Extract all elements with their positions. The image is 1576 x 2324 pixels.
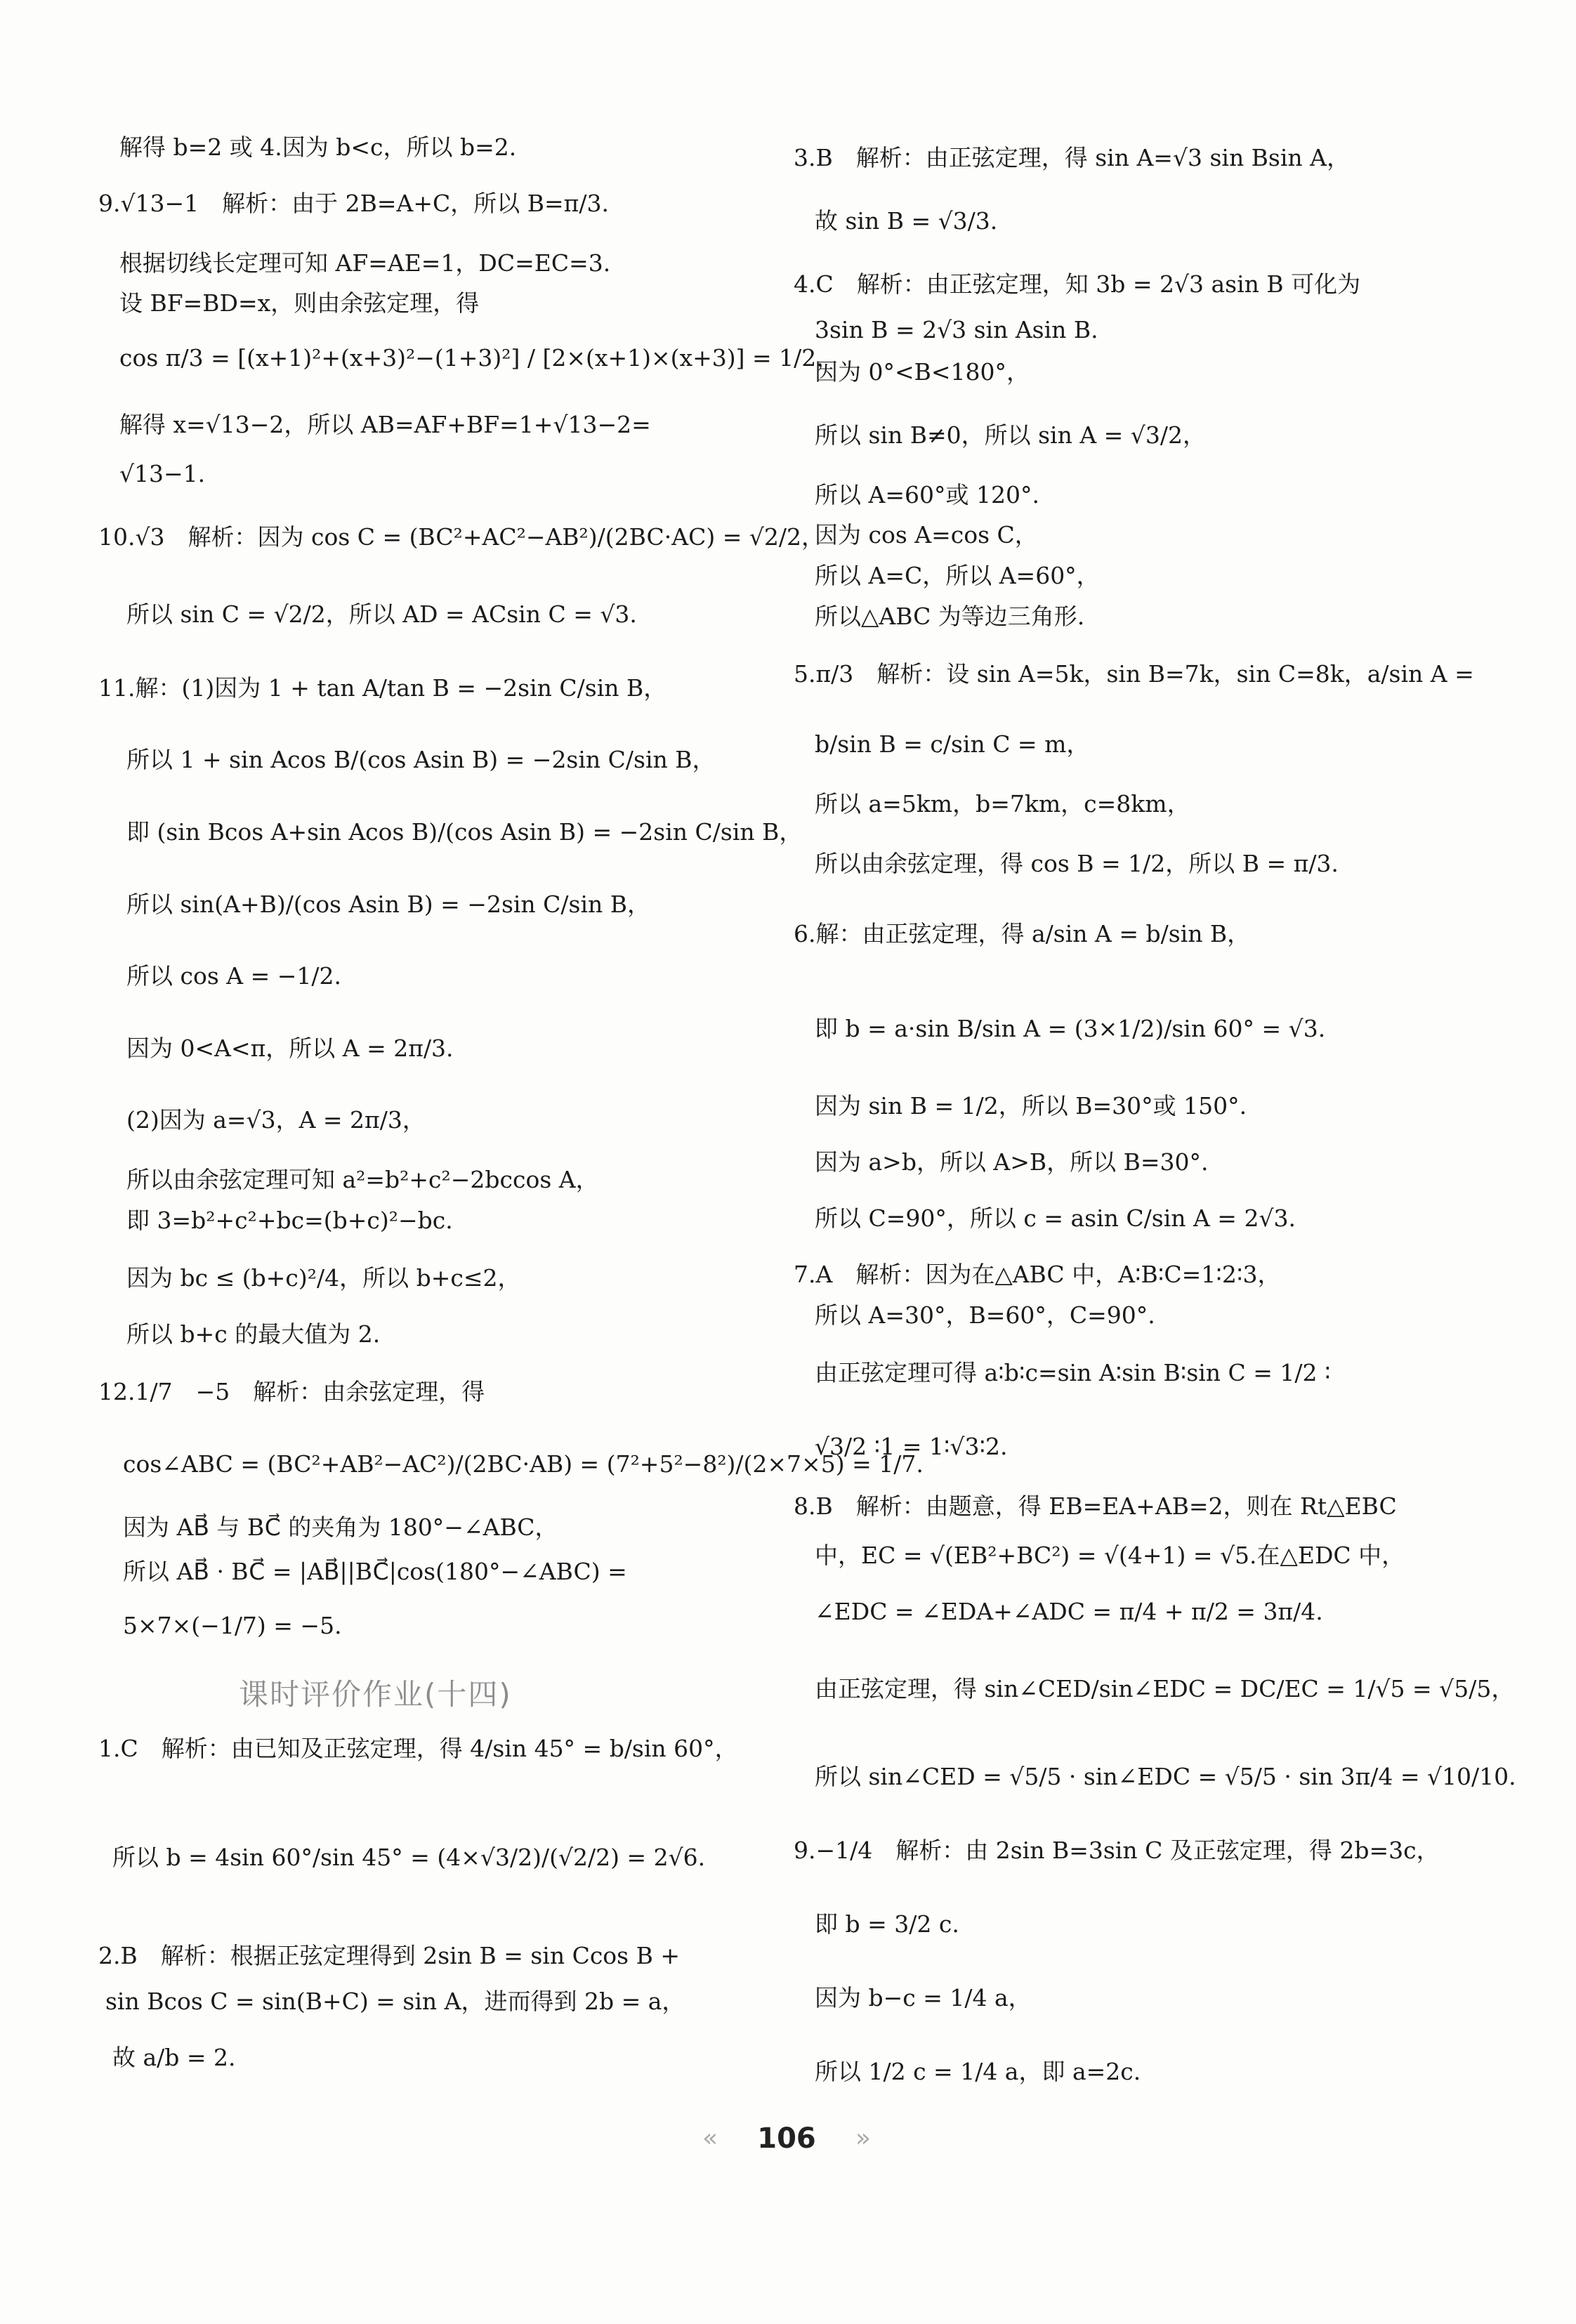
left-line: 所以由余弦定理可知 a²=b²+c²−2bccos A，: [126, 1166, 599, 1193]
right-line: 所以△ABC 为等边三角形.: [815, 603, 1085, 630]
left-line: 所以 b+c 的最大值为 2.: [126, 1320, 381, 1348]
left-line: 11.解：(1)因为 1 + tan A/tan B = −2sin C/sin B，: [98, 674, 667, 702]
right-line: 所以 1/2 c = 1/4 a，即 a=2c.: [815, 2058, 1141, 2085]
section-title: 课时评价作业(十四): [239, 1677, 512, 1712]
page-footer: [695, 2120, 878, 2162]
right-line: 6.解：由正弦定理，得 a/sin A = b/sin B，: [794, 920, 1251, 947]
left-line: 所以 b = 4sin 60°/sin 45° = (4×√3/2)/(√2/2) = 2√6.: [112, 1844, 706, 1871]
page-number: 106: [757, 2122, 816, 2155]
left-line: 所以 cos A = −1/2.: [126, 962, 341, 990]
left-line: 设 BF=BD=x，则由余弦定理，得: [119, 289, 480, 317]
right-line: 所以 C=90°，所以 c = asin C/sin A = 2√3.: [815, 1204, 1296, 1232]
right-line: 由正弦定理，得 sin∠CED/sin∠EDC = DC/EC = 1/√5 = √5/5，: [815, 1675, 1515, 1702]
left-line: 因为 AB⃗ 与 BC⃗ 的夹角为 180°−∠ABC，: [123, 1514, 558, 1541]
right-line: 所以 A=C，所以 A=60°，: [815, 562, 1100, 589]
left-line: 所以 sin(A+B)/(cos Asin B) = −2sin C/sin B，: [126, 891, 651, 918]
left-line: √13−1.: [119, 460, 206, 487]
left-line: 即 3=b²+c²+bc=(b+c)²−bc.: [126, 1207, 453, 1234]
right-line: 9.−1/4 解析：由 2sin B=3sin C 及正弦定理，得 2b=3c，: [794, 1837, 1440, 1864]
right-line: 8.B 解析：由题意，得 EB=EA+AB=2，则在 Rt△EBC: [794, 1492, 1397, 1520]
right-line: 所以由余弦定理，得 cos B = 1/2，所以 B = π/3.: [815, 850, 1339, 877]
right-line: 5.π/3 解析：设 sin A=5k，sin B=7k，sin C=8k，a/sin A =: [794, 660, 1474, 688]
left-line: cos π/3 = [(x+1)²+(x+3)²−(1+3)²] / [2×(x+1)×(x+3)] = 1/2，: [119, 344, 840, 372]
left-line: 2.B 解析：根据正弦定理得到 2sin B = sin Ccos B +: [98, 1942, 680, 1969]
left-line: 所以 1 + sin Acos B/(cos Asin B) = −2sin C/sin B，: [126, 746, 716, 773]
left-line: 9.√13−1 解析：由于 2B=A+C，所以 B=π/3.: [98, 190, 609, 217]
right-line: 因为 b−c = 1/4 a，: [815, 1984, 1032, 2011]
right-line: 中，EC = √(EB²+BC²) = √(4+1) = √5.在△EDC 中，: [815, 1542, 1405, 1569]
left-line: 12.1/7 −5 解析：由余弦定理，得: [98, 1378, 485, 1405]
chevron-right-icon: »: [855, 2124, 871, 2153]
right-line: 即 b = a·sin B/sin A = (3×1/2)/sin 60° = √3.: [815, 1015, 1326, 1042]
left-line: 因为 0<A<π，所以 A = 2π/3.: [126, 1035, 454, 1062]
left-line: 根据切线长定理可知 AF=AE=1，DC=EC=3.: [119, 249, 611, 277]
left-line: 解得 x=√13−2，所以 AB=AF+BF=1+√13−2=: [119, 411, 651, 438]
right-line: 4.C 解析：由正弦定理，知 3b = 2√3 asin B 可化为: [794, 270, 1361, 298]
right-line: 所以 A=60°或 120°.: [815, 481, 1039, 508]
right-line: 3.B 解析：由正弦定理，得 sin A=√3 sin Bsin A，: [794, 144, 1350, 171]
left-line: 解得 b=2 或 4.因为 b<c，所以 b=2.: [119, 133, 517, 161]
right-line: 7.A 解析：因为在△ABC 中，A∶B∶C=1∶2∶3，: [794, 1261, 1281, 1288]
right-line: 因为 sin B = 1/2，所以 B=30°或 150°.: [815, 1092, 1247, 1120]
left-line: (2)因为 a=√3，A = 2π/3，: [126, 1106, 426, 1134]
left-line: 1.C 解析：由已知及正弦定理，得 4/sin 45° = b/sin 60°，: [98, 1735, 738, 1762]
right-line: √3/2 ∶1 = 1∶√3∶2.: [815, 1433, 1008, 1460]
left-line: sin Bcos C = sin(B+C) = sin A，进而得到 2b = a，: [105, 1988, 685, 2015]
right-line: 因为 cos A=cos C，: [815, 521, 1038, 549]
chevron-left-icon: «: [702, 2124, 718, 2153]
right-line: 所以 a=5km，b=7km，c=8km，: [815, 790, 1190, 818]
left-line: 10.√3 解析：因为 cos C = (BC²+AC²−AB²)/(2BC·AC) = √2/2，: [98, 523, 825, 551]
right-line: 所以 A=30°，B=60°，C=90°.: [815, 1301, 1155, 1329]
left-line: cos∠ABC = (BC²+AB²−AC²)/(2BC·AB) = (7²+5²−8²)/(2×7×5) = 1/7.: [123, 1450, 924, 1478]
right-line: 所以 sin∠CED = √5/5 · sin∠EDC = √5/5 · sin 3π/4 = √10/10.: [815, 1763, 1516, 1790]
left-line: 即 (sin Bcos A+sin Acos B)/(cos Asin B) = −2sin C/sin B，: [126, 818, 803, 846]
left-line: 5×7×(−1/7) = −5.: [123, 1612, 342, 1639]
right-line: b/sin B = c/sin C = m，: [815, 730, 1090, 758]
right-line: 即 b = 3/2 c.: [815, 1910, 959, 1938]
right-line: ∠EDC = ∠EDA+∠ADC = π/4 + π/2 = 3π/4.: [815, 1598, 1323, 1625]
right-line: 故 sin B = √3/3.: [815, 207, 998, 235]
left-line: 因为 bc ≤ (b+c)²/4，所以 b+c≤2，: [126, 1264, 521, 1292]
left-line: 所以 sin C = √2/2，所以 AD = ACsin C = √3.: [126, 600, 637, 628]
left-line: 所以 AB⃗ · BC⃗ = |AB⃗||BC⃗|cos(180°−∠ABC) =: [123, 1558, 627, 1585]
right-line: 所以 sin B≠0，所以 sin A = √3/2，: [815, 421, 1206, 449]
right-line: 因为 0°<B<180°，: [815, 358, 1030, 386]
right-line: 因为 a>b，所以 A>B，所以 B=30°.: [815, 1148, 1209, 1176]
right-line: 3sin B = 2√3 sin Asin B.: [815, 316, 1098, 343]
right-line: 由正弦定理可得 a∶b∶c=sin A∶sin B∶sin C = 1/2 ∶: [815, 1359, 1331, 1386]
left-line: 故 a/b = 2.: [112, 2044, 236, 2071]
